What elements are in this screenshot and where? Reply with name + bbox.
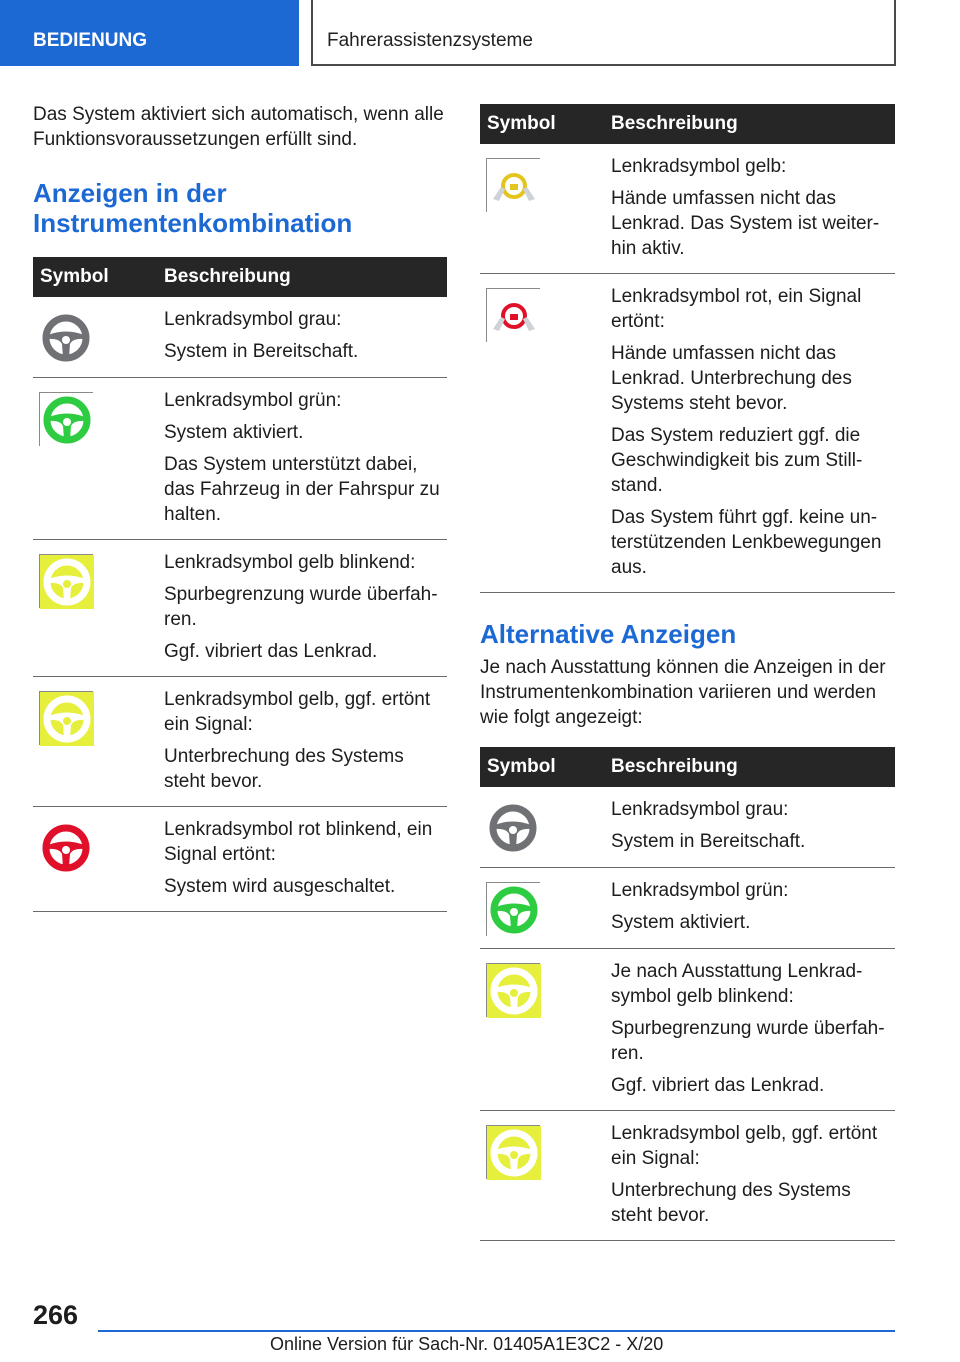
table-row: [33, 677, 447, 807]
description-cell: [604, 1121, 895, 1228]
table-row: [33, 378, 447, 540]
table-row: [33, 297, 447, 378]
description-line: Spurbegrenzung wurde überfah-ren.: [611, 1018, 885, 1064]
description-line: Lenkradsymbol gelb, ggf. ertönt ein Signal:: [164, 689, 431, 735]
col-desc-header: Beschreibung: [164, 266, 291, 287]
steering-wheel-grey-icon: [39, 311, 93, 365]
description-line: Lenkradsymbol grün:: [611, 880, 789, 901]
symbol-cell: [33, 388, 157, 527]
section-label: BEDIENUNG: [33, 30, 148, 51]
steering-wheel-yellow-hands-icon: [486, 158, 540, 212]
description-line: Lenkradsymbol grau:: [611, 799, 789, 820]
description-line: Lenkradsymbol grün:: [164, 390, 342, 411]
section-tab[interactable]: [0, 0, 299, 66]
description-line: Spurbegrenzung wurde überfah-ren.: [164, 584, 438, 630]
table-row: [33, 540, 447, 677]
footer-version-text: Online Version für Sach-Nr. 01405A1E3C2 - X/20: [270, 1334, 664, 1354]
table-row: [480, 274, 895, 593]
steering-wheel-red-hands-icon: [486, 288, 540, 342]
alternative-intro-text: Je nach Ausstattung können die Anzeigen in der Instrumentenkombination variieren und werden wie folgt angezeigt:: [480, 657, 886, 728]
symbol-cell: [480, 959, 604, 1098]
symbol-cell: [33, 550, 157, 664]
col-symbol-header: Symbol: [40, 266, 109, 287]
symbol-cell: [480, 797, 604, 855]
description-cell: [604, 154, 895, 261]
symbol-cell: [480, 878, 604, 936]
description-cell: [604, 284, 895, 580]
symbol-cell: [480, 1121, 604, 1228]
description-cell: [157, 550, 447, 664]
steering-wheel-yellow-icon: [39, 691, 93, 745]
description-line: Das System reduziert ggf. die Geschwindigkeit bis zum Still-stand.: [611, 425, 863, 496]
right-column: [480, 104, 895, 1241]
table-row: [480, 868, 895, 949]
description-cell: [157, 817, 447, 899]
col-symbol-header: Symbol: [487, 756, 556, 777]
steering-wheel-red-blinking-icon: [39, 821, 93, 875]
alternative-symbol-table: [480, 747, 895, 1241]
symbol-cell: [480, 154, 604, 261]
description-line: Das System unterstützt dabei, das Fahrzeug in der Fahrspur zu halten.: [164, 454, 440, 525]
table-row: [480, 787, 895, 868]
steering-wheel-yellow-blinking-icon: [486, 963, 540, 1017]
steering-wheel-green-icon: [486, 882, 540, 936]
symbol-table: [33, 257, 447, 912]
description-line: Ggf. vibriert das Lenkrad.: [164, 641, 378, 662]
table-row: [33, 807, 447, 912]
symbol-table-continued: [480, 104, 895, 593]
table-row: [480, 1111, 895, 1241]
chapter-header: [311, 0, 896, 66]
description-cell: [157, 307, 447, 365]
description-cell: [157, 687, 447, 794]
description-line: Unterbrechung des Systems steht bevor.: [164, 746, 404, 792]
symbol-cell: [480, 284, 604, 580]
intro-text: Das System aktiviert sich automatisch, wenn alle Funktionsvoraussetzungen erfüllt sind.: [33, 104, 444, 150]
section-heading: [33, 178, 447, 238]
col-desc-header: Beschreibung: [611, 756, 738, 777]
description-line: Lenkradsymbol rot, ein Signal ertönt:: [611, 286, 862, 332]
description-line: Lenkradsymbol gelb:: [611, 156, 787, 177]
steering-wheel-yellow-blinking-icon: [39, 554, 93, 608]
page-number: 266: [33, 1300, 79, 1330]
description-line: Lenkradsymbol rot blinkend, ein Signal ertönt:: [164, 819, 433, 865]
col-symbol-header: Symbol: [487, 113, 556, 134]
description-cell: [157, 388, 447, 527]
description-line: Hände umfassen nicht das Lenkrad. Das System ist weiter-hin aktiv.: [611, 188, 880, 259]
description-line: Lenkradsymbol grau:: [164, 309, 342, 330]
description-cell: [604, 797, 895, 855]
description-cell: [604, 878, 895, 936]
description-cell: [604, 959, 895, 1098]
steering-wheel-yellow-icon: [486, 1125, 540, 1179]
description-line: System aktiviert.: [611, 912, 751, 933]
description-line: System aktiviert.: [164, 422, 304, 443]
table-row: [480, 949, 895, 1111]
left-column: [33, 102, 447, 912]
description-line: Das System führt ggf. keine un-terstützenden Lenkbewegungen aus.: [611, 507, 882, 578]
heading-line-2: Instrumentenkombination: [33, 208, 353, 238]
description-line: Lenkradsymbol gelb blinkend:: [164, 552, 416, 573]
description-line: System in Bereitschaft.: [611, 831, 806, 852]
heading-line-1: Anzeigen in der: [33, 178, 227, 208]
description-line: Unterbrechung des Systems steht bevor.: [611, 1180, 851, 1226]
symbol-cell: [33, 817, 157, 899]
description-line: System wird ausgeschaltet.: [164, 876, 396, 897]
description-line: Lenkradsymbol gelb, ggf. ertönt ein Signal:: [611, 1123, 878, 1169]
steering-wheel-grey-icon: [486, 801, 540, 855]
description-line: System in Bereitschaft.: [164, 341, 359, 362]
symbol-cell: [33, 687, 157, 794]
table-row: [480, 144, 895, 274]
steering-wheel-green-icon: [39, 392, 93, 446]
section-heading-alternative: Alternative Anzeigen: [480, 619, 737, 649]
description-line: Je nach Ausstattung Lenkrad-symbol gelb blinkend:: [611, 961, 863, 1007]
chapter-label: Fahrerassistenzsysteme: [327, 30, 533, 51]
table-header: [33, 257, 447, 297]
description-line: Hände umfassen nicht das Lenkrad. Unterbrechung des Systems steht bevor.: [611, 343, 852, 414]
table-header: [480, 747, 895, 787]
description-line: Ggf. vibriert das Lenkrad.: [611, 1075, 825, 1096]
col-desc-header: Beschreibung: [611, 113, 738, 134]
symbol-cell: [33, 307, 157, 365]
footer-divider: [98, 1330, 895, 1332]
table-header: [480, 104, 895, 144]
